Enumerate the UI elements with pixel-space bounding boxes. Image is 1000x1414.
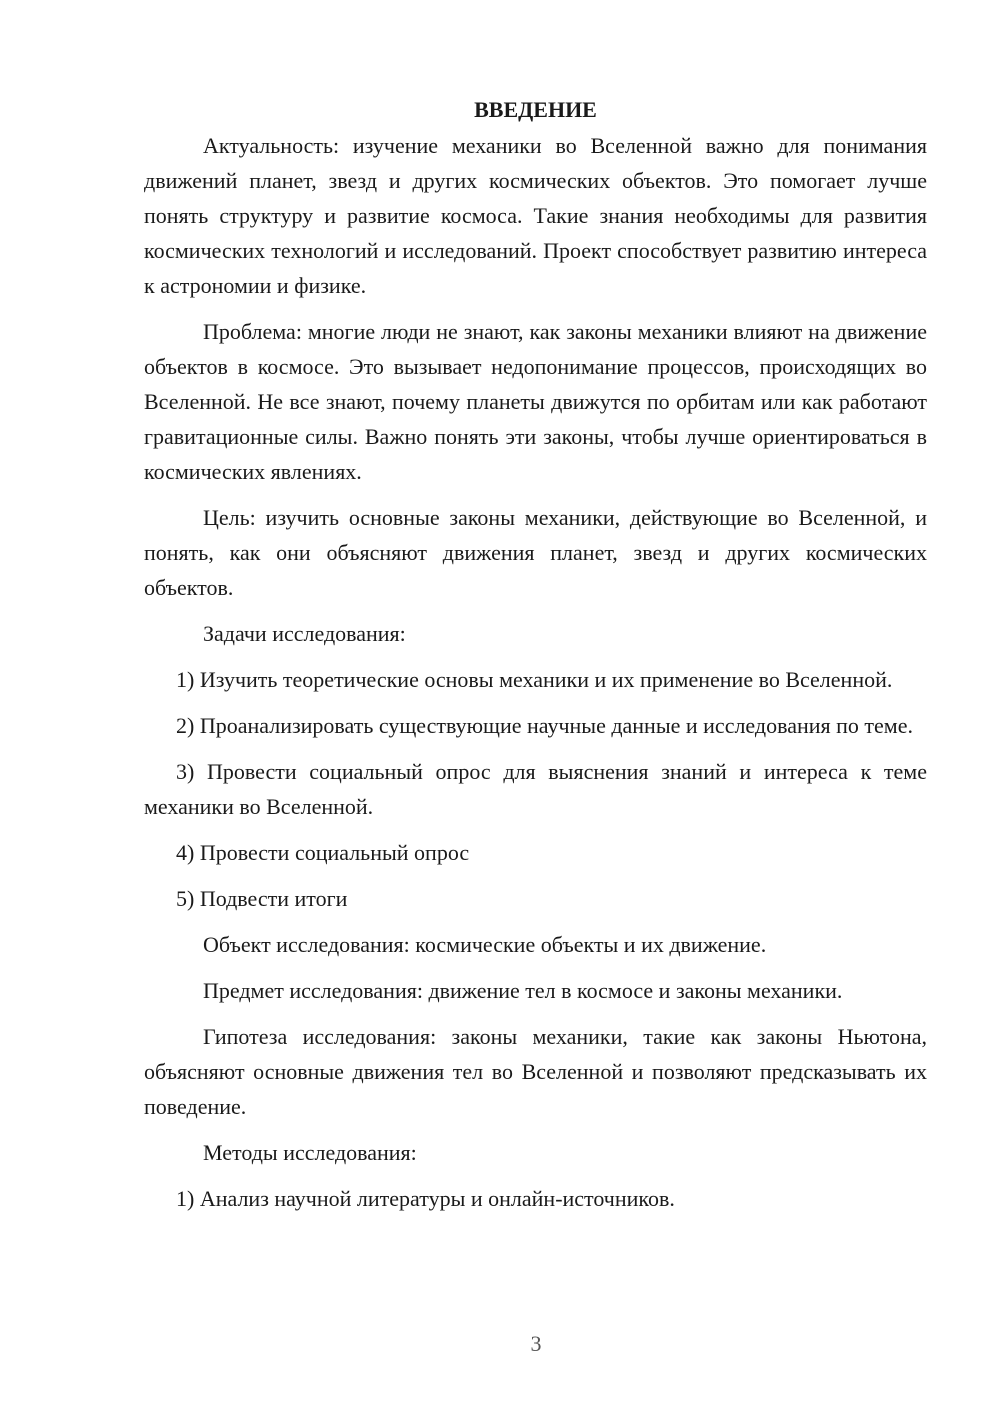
problem-paragraph: Проблема: многие люди не знают, как законы механики влияют на движение объектов в космосе. Это вызывает недопонимание процессов, происходящих во Вселенной. Не все знают, почему планеты движутся по орбитам или как работают гравитационные силы. Важно понять эти законы, чтобы лучше ориентироваться в космических явлениях.: [144, 319, 927, 484]
method-item-1: 1) Анализ научной литературы и онлайн-источников.: [176, 1186, 675, 1211]
task-item-4: 4) Провести социальный опрос: [176, 840, 470, 865]
tasks-heading: Задачи исследования:: [203, 621, 406, 646]
document-page: [144, 92, 927, 1227]
hypothesis-paragraph: Гипотеза исследования: законы механики, такие как законы Ньютона, объясняют основные движения тел во Вселенной и позволяют предсказывать их поведение.: [144, 1024, 927, 1119]
subject-paragraph: Предмет исследования: движение тел в космосе и законы механики.: [203, 978, 843, 1003]
task-item-1: 1) Изучить теоретические основы механики и их применение во Вселенной.: [176, 667, 893, 692]
methods-heading: Методы исследования:: [203, 1140, 417, 1165]
task-item-3: 3) Провести социальный опрос для выяснения знаний и интереса к теме механики во Вселенной.: [144, 759, 927, 819]
relevance-paragraph: Актуальность: изучение механики во Вселенной важно для понимания движений планет, звезд и других космических объектов. Это помогает лучше понять структуру и развитие космоса. Такие знания необходимы для развития космических технологий и исследований. Проект способствует развитию интереса к астрономии и физике.: [144, 133, 927, 298]
object-paragraph: Объект исследования: космические объекты и их движение.: [203, 932, 767, 957]
task-item-5: 5) Подвести итоги: [176, 886, 348, 911]
goal-paragraph: Цель: изучить основные законы механики, действующие во Вселенной, и понять, как они объясняют движения планет, звезд и других космических объектов.: [144, 505, 927, 600]
task-item-2: 2) Проанализировать существующие научные данные и исследования по теме.: [176, 713, 913, 738]
page-number: 3: [530, 1331, 542, 1356]
page-title: ВВЕДЕНИЕ: [474, 97, 597, 122]
